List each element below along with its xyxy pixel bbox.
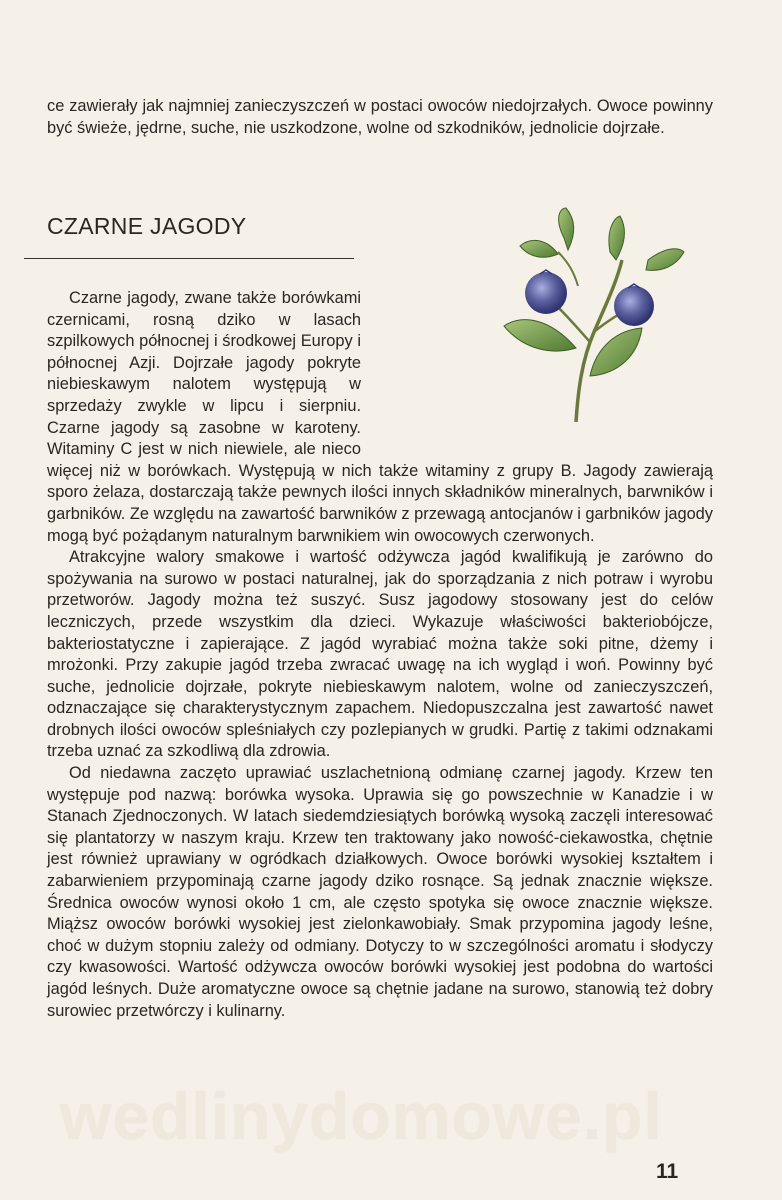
intro-paragraph: ce zawierały jak najmniej zanieczyszczeń w postaci owoców niedojrzałych. Owoce powinny być świeże, jędrne, suche, nie uszkodzone, wolne od szkodników, jednolicie dojrzałe. xyxy=(47,97,713,137)
leaf-top xyxy=(559,208,574,250)
leaf-left xyxy=(520,240,558,257)
title-underline xyxy=(24,258,354,259)
page-number: 11 xyxy=(656,1160,679,1183)
watermark: wedlinydomowe.pl xyxy=(60,1079,663,1153)
leaf-right xyxy=(646,249,684,271)
paragraph-2: Atrakcyjne walory smakowe i wartość odżywcza jagód kwalifikują je zarówno do spożywania na surowo w postaci naturalnej, jak do sporządzania z nich potraw i wyrobu przetworów. Jagody można też suszyć. Susz jagodowy stosowany jest do celów leczniczych, przede wszystkim dla dzieci. Wykazuje właściwości bakteriobójcze, bakteriostatyczne i zapierające. Z jagód wyrabiać można także soki pitne, dżemy i mrożonki. Przy zakupie jagód trzeba zwracać uwagę na ich wygląd i woń. Powinny być suche, jednolicie dojrzałe, pokryte niebieskawym nalotem, wolne od zanieczyszczeń, odznaczające się charakterystycznym zapachem. Niedopuszczalna jest zawartość nawet drobnych ilości owoców spleśniałych czy pozlepianych w grudki. Partię z takimi odznakami trzeba uznać za szkodliwą dla zdrowia. xyxy=(47,548,713,761)
paragraph-1: Czarne jagody, zwane także borówkami czernicami, rosną dziko w lasach szpilkowych północnej i środkowej Europy i północnej Azji. Dojrzałe jagody pokryte niebieskawym nalotem występują w sprzedaży zwykle w lipcu i sierpniu. Czarne jagody są zasobne w karoteny. Witaminy C jest w nich niewiele, ale nieco więcej niż w borówkach. Występują w nich także witaminy z grupy B. Jagody zawierają sporo żelaza, dostarczają także pewnych ilości innych składników mineralnych, barwników i garbników. Ze względu na zawartość barwników z przewagą antocjanów i garbników jagody mogą być pożądanym naturalnym barwnikiem win owocowych czerwonych. xyxy=(47,289,713,545)
section-title: CZARNE JAGODY xyxy=(47,213,247,239)
paragraph-3: Od niedawna zaczęto uprawiać uszlachetnioną odmianę czarnej jagody. Krzew ten występuje pod nazwą: borówka wysoka. Uprawia się go powszechnie w Kanadzie i w Stanach Zjednoczonych. W latach siedemdziesiątych borówką wysoką zaczęli interesować się plantatorzy w naszym kraju. Krzew ten traktowany jako nowość-ciekawostka, chętnie jest również uprawiany w ogródkach działkowych. Owoce borówki wysokiej kształtem i zabarwieniem przypominają czarne jagody dziko rosnące. Są jednak znacznie większe. Średnica owoców wynosi około 1 cm, ale często spotyka się owoce znacznie większe. Miąższ owoców borówki wysokiej jest zielonkawobiały. Smak przypomina jagody leśne, choć w dużym stopniu zależy od odmiany. Dotyczy to w szczególności aromatu i słodyczy czy kwasowości. Wartość odżywcza owoców borówki wysokiej jest podobna do wartości jagód leśnych. Duże aromatyczne owoce są chętnie jadane na surowo, stanowią też dobry surowiec przetwórczy i kulinarny. xyxy=(47,764,713,1020)
illustration-text-wrap xyxy=(361,288,713,456)
intro-paragraph-block xyxy=(47,96,713,139)
leaf-top-right xyxy=(609,216,624,260)
section-body xyxy=(47,288,713,1022)
